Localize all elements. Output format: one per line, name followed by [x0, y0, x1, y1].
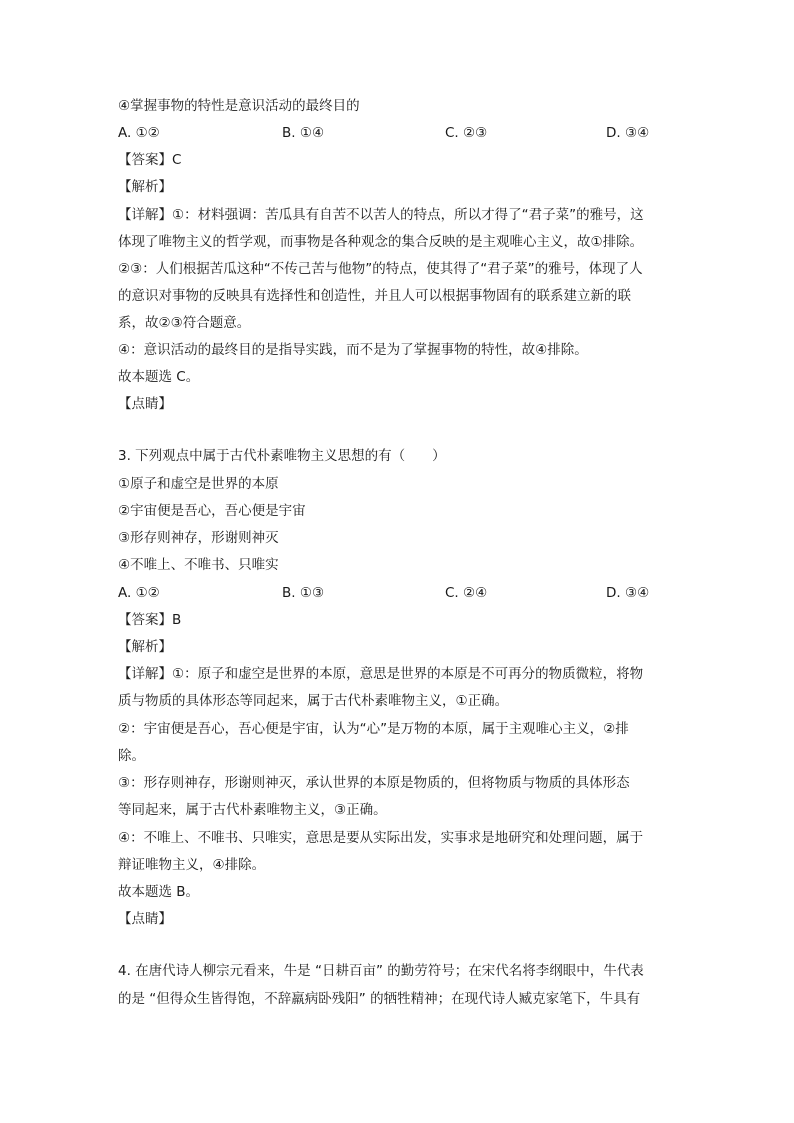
q3-answer: 【答案】B	[118, 612, 182, 628]
q3-item-2: ②宇宙便是吾心，吾心便是宇宙	[118, 503, 306, 519]
q2-item-4: ④掌握事物的特性是意识活动的最终目的	[118, 98, 360, 114]
q3-dianjing-label: 【点睛】	[118, 911, 172, 927]
q3-options	[118, 584, 678, 602]
q2-option-c: C. ②③	[445, 125, 488, 141]
q2-option-a: A. ①②	[118, 125, 160, 141]
q4-stem-line: 的是 “但得众生皆得饱，不辞羸病卧残阳” 的牺牲精神；在现代诗人臧克家笔下，牛具有	[118, 991, 641, 1007]
q2-option-d: D. ③④	[606, 125, 650, 141]
q3-stem: 3. 下列观点中属于古代朴素唯物主义思想的有（ ）	[118, 448, 446, 464]
q3-item-3: ③形存则神存，形谢则神灭	[118, 530, 279, 546]
q3-detail-line: ③：形存则神存，形谢则神灭，承认世界的本原是物质的，但将物质与物质的具体形态	[118, 775, 630, 791]
q2-detail-line: ④：意识活动的最终目的是指导实践，而不是为了掌握事物的特性，故④排除。	[118, 342, 588, 358]
q3-option-c: C. ②④	[445, 585, 488, 601]
q2-detail-line: 体现了唯物主义的哲学观，而事物是各种观念的集合反映的是主观唯心主义，故①排除。	[118, 234, 644, 250]
q2-detail-line: 故本题选 C。	[118, 369, 200, 385]
q2-detail-line: 系，故②③符合题意。	[118, 315, 251, 331]
q3-detail-line: 除。	[118, 748, 145, 764]
q3-detail-line: ④：不唯上、不唯书、只唯实，意思是要从实际出发，实事求是地研究和处理问题，属于	[118, 830, 644, 846]
q2-detail-line: 的意识对事物的反映具有选择性和创造性，并且人可以根据事物固有的联系建立新的联	[118, 288, 631, 304]
q2-analysis-label: 【解析】	[118, 179, 172, 195]
q3-detail-line: 故本题选 B。	[118, 884, 200, 900]
q3-detail-line: 辩证唯物主义，④排除。	[118, 857, 266, 873]
q3-option-b: B. ①③	[282, 585, 325, 601]
q2-detail-line: ②③：人们根据苦瓜这种“不传己苦与他物”的特点，使其得了“君子菜”的雅号，体现了人	[118, 261, 643, 277]
q3-detail-line: ②：宇宙便是吾心，吾心便是宇宙，认为“心”是万物的本原，属于主观唯心主义，②排	[118, 721, 629, 737]
q2-answer: 【答案】C	[118, 152, 182, 168]
q3-item-1: ①原子和虚空是世界的本原	[118, 476, 279, 492]
q2-dianjing-label: 【点睛】	[118, 396, 172, 412]
q4-stem-line: 4. 在唐代诗人柳宗元看来，牛是 “日耕百亩” 的勤劳符号；在宋代名将李纲眼中，牛代表	[118, 963, 644, 979]
q3-analysis-label: 【解析】	[118, 639, 172, 655]
q2-options	[118, 124, 678, 142]
q2-option-b: B. ①④	[282, 125, 325, 141]
q3-detail-line: 质与物质的具体形态等同起来，属于古代朴素唯物主义，①正确。	[118, 693, 509, 709]
q3-detail-line: 【详解】①：原子和虚空是世界的本原，意思是世界的本原是不可再分的物质微粒，将物	[118, 666, 644, 682]
q3-option-d: D. ③④	[606, 585, 650, 601]
q3-detail-line: 等同起来，属于古代朴素唯物主义，③正确。	[118, 802, 387, 818]
q3-option-a: A. ①②	[118, 585, 160, 601]
q2-detail-line: 【详解】①：材料强调：苦瓜具有自苦不以苦人的特点，所以才得了“君子菜”的雅号，这	[118, 207, 644, 223]
q3-item-4: ④不唯上、不唯书、只唯实	[118, 557, 279, 573]
